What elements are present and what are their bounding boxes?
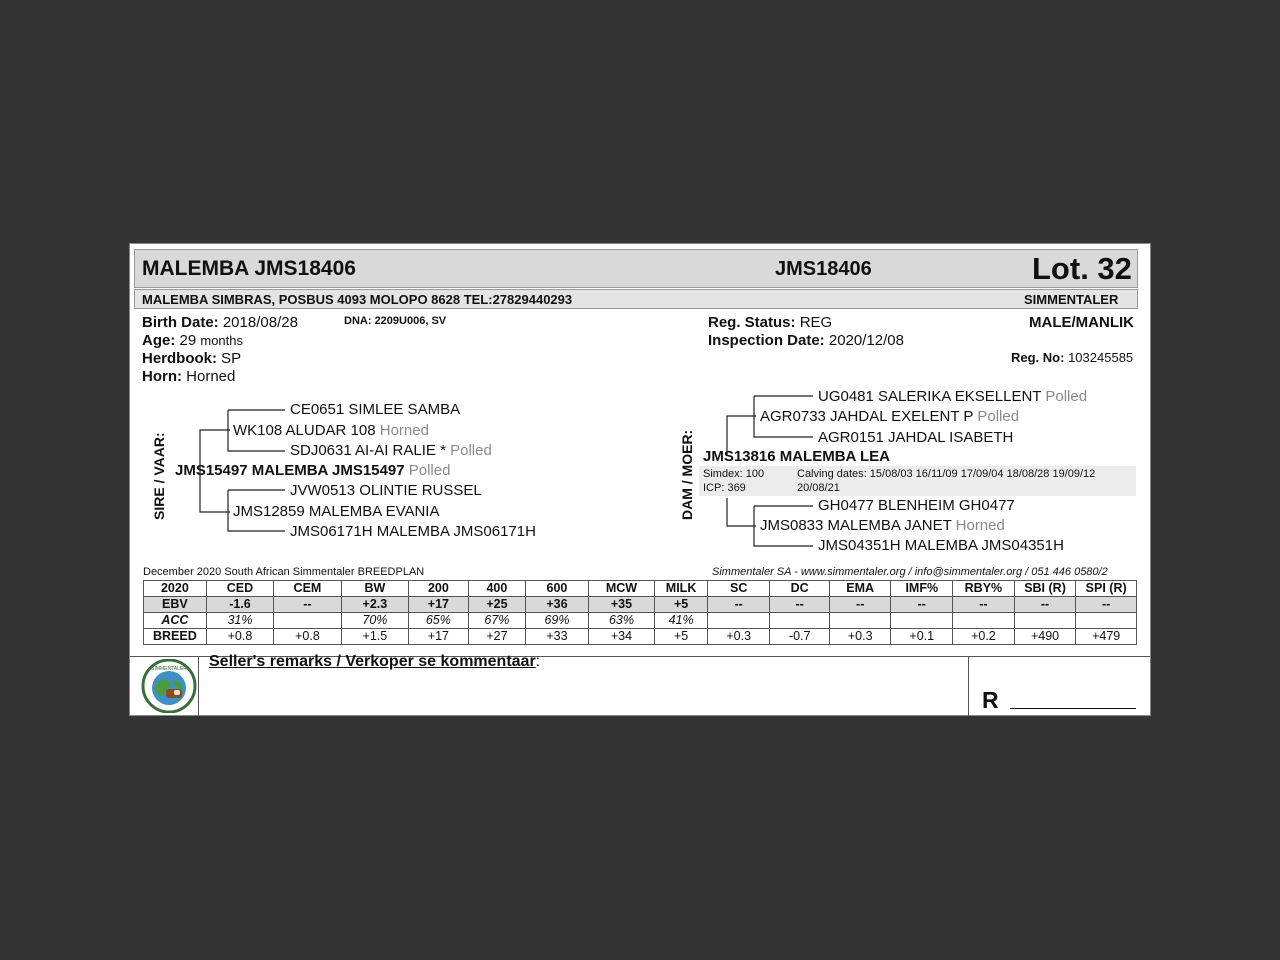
- ebv-cell: +5: [655, 597, 708, 613]
- ebv-cell: 2020: [144, 581, 207, 597]
- ebv-cell: +0.8: [274, 629, 341, 645]
- sire-dam: JMS12859 MALEMBA EVANIA: [233, 503, 440, 520]
- dam-dam: JMS0833 MALEMBA JANET Horned: [760, 517, 1005, 534]
- ebv-row: [144, 597, 1137, 613]
- ebv-cell: MCW: [588, 581, 655, 597]
- price-currency: R: [982, 687, 999, 713]
- ebv-cell: CEM: [274, 581, 341, 597]
- ebv-header-row: [144, 581, 1137, 597]
- ebv-cell: +479: [1076, 629, 1137, 645]
- ebv-cell: +1.5: [341, 629, 408, 645]
- globe-cattle-logo-icon: [140, 659, 198, 718]
- dna: DNA: 2209U006, SV: [344, 315, 447, 327]
- ebv-cell: SC: [707, 581, 770, 597]
- ebv-cell: SPI (R): [1076, 581, 1137, 597]
- ebv-cell: --: [707, 597, 770, 613]
- ebv-cell: [770, 613, 829, 629]
- sire-label: SIRE / VAAR:: [151, 432, 167, 520]
- reg-status: Reg. Status: REG: [708, 314, 833, 331]
- ebv-cell: [707, 613, 770, 629]
- ebv-cell: 67%: [468, 613, 526, 629]
- animal-code: JMS18406: [775, 258, 872, 280]
- ebv-cell: 69%: [526, 613, 589, 629]
- ebv-cell: --: [829, 597, 891, 613]
- ebv-cell: 63%: [588, 613, 655, 629]
- ebv-cell: BW: [341, 581, 408, 597]
- ebv-cell: +490: [1014, 629, 1076, 645]
- dam-sire: AGR0733 JAHDAL EXELENT P Polled: [760, 408, 1020, 425]
- ebv-cell: [1076, 613, 1137, 629]
- society-contact: Simmentaler SA - www.simmentaler.org / info@simmentaler.org / 051 446 0580/2: [712, 566, 1108, 578]
- dam-label: DAM / MOER:: [679, 429, 695, 520]
- breed-avg-row: [144, 629, 1137, 645]
- dam-dam-sire: GH0477 BLENHEIM GH0477: [818, 497, 1015, 514]
- ebv-cell: DC: [770, 581, 829, 597]
- ebv-cell: 70%: [341, 613, 408, 629]
- ebv-cell: +0.1: [891, 629, 953, 645]
- ebv-cell: --: [1014, 597, 1076, 613]
- simdex: Simdex: 100: [703, 468, 765, 480]
- calving-dates: Calving dates: 15/08/03 16/11/09 17/09/04 18/08/28 19/09/12: [797, 468, 1096, 480]
- sire-sire-sire: CE0651 SIMLEE SAMBA: [290, 401, 461, 418]
- breed-name: SIMMENTALER: [1024, 292, 1119, 307]
- ebv-cell: +36: [526, 597, 589, 613]
- lot-number: Lot. 32: [1032, 251, 1132, 286]
- ebv-cell: MILK: [655, 581, 708, 597]
- ebv-cell: 400: [468, 581, 526, 597]
- ebv-cell: [829, 613, 891, 629]
- acc-row: [144, 613, 1137, 629]
- ebv-cell: +0.2: [953, 629, 1015, 645]
- ebv-cell: RBY%: [953, 581, 1015, 597]
- ebv-cell: +33: [526, 629, 589, 645]
- birth-date: Birth Date: 2018/08/28: [142, 314, 298, 331]
- ebv-cell: 600: [526, 581, 589, 597]
- ebv-cell: IMF%: [891, 581, 953, 597]
- breedplan-note: December 2020 South African Simmentaler BREEDPLAN: [143, 566, 425, 578]
- breeder-info: MALEMBA SIMBRAS, POSBUS 4093 MOLOPO 8628 TEL:27829440293: [142, 292, 573, 307]
- ebv-table: [143, 580, 1137, 645]
- ebv-cell: --: [891, 597, 953, 613]
- ebv-cell: +5: [655, 629, 708, 645]
- ebv-cell: [1014, 613, 1076, 629]
- ebv-cell: -1.6: [206, 597, 273, 613]
- horn: Horn: Horned: [142, 368, 236, 385]
- ebv-cell: +17: [409, 597, 469, 613]
- ebv-cell: BREED: [144, 629, 207, 645]
- animal-name: MALEMBA JMS18406: [142, 257, 356, 280]
- ebv-cell: EMA: [829, 581, 891, 597]
- ebv-cell: +25: [468, 597, 526, 613]
- inspection-date: Inspection Date: 2020/12/08: [708, 332, 904, 349]
- sire-sire-dam: SDJ0631 AI-AI RALIE * Polled: [290, 442, 492, 459]
- ebv-cell: 200: [409, 581, 469, 597]
- dam-dam-dam: JMS04351H MALEMBA JMS04351H: [818, 537, 1064, 554]
- ebv-cell: +0.3: [829, 629, 891, 645]
- ebv-cell: --: [770, 597, 829, 613]
- ebv-cell: --: [1076, 597, 1137, 613]
- ebv-cell: 41%: [655, 613, 708, 629]
- dam: JMS13816 MALEMBA LEA: [703, 448, 890, 465]
- icp: ICP: 369: [703, 482, 746, 494]
- ebv-cell: +34: [588, 629, 655, 645]
- ebv-cell: 31%: [206, 613, 273, 629]
- reg-no: Reg. No: 103245585: [1011, 350, 1134, 365]
- price-divider: [968, 656, 969, 716]
- seller-remarks: Seller's remarks / Verkoper se kommentaar:: [209, 653, 541, 670]
- herdbook: Herdbook: SP: [142, 350, 242, 367]
- ebv-cell: [891, 613, 953, 629]
- calving-dates-2: 20/08/21: [797, 482, 840, 494]
- lot-card: [129, 243, 1151, 716]
- ebv-cell: -0.7: [770, 629, 829, 645]
- ebv-cell: --: [274, 597, 341, 613]
- ebv-cell: +27: [468, 629, 526, 645]
- ebv-cell: +0.3: [707, 629, 770, 645]
- age: Age: 29 months: [142, 332, 244, 349]
- sex: MALE/MANLIK: [1029, 314, 1134, 331]
- sire-dam-dam: JMS06171H MALEMBA JMS06171H: [290, 523, 536, 540]
- ebv-cell: +2.3: [341, 597, 408, 613]
- ebv-cell: +35: [588, 597, 655, 613]
- dam-sire-sire: UG0481 SALERIKA EKSELLENT Polled: [818, 388, 1088, 405]
- ebv-cell: 65%: [409, 613, 469, 629]
- logo-divider: [198, 656, 199, 716]
- sire-sire: WK108 ALUDAR 108 Horned: [233, 422, 429, 439]
- sire-dam-sire: JVW0513 OLINTIE RUSSEL: [290, 482, 482, 499]
- ebv-cell: --: [953, 597, 1015, 613]
- ebv-cell: [274, 613, 341, 629]
- price-field[interactable]: [1010, 708, 1136, 709]
- ebv-cell: +0.8: [206, 629, 273, 645]
- ebv-cell: EBV: [144, 597, 207, 613]
- ebv-cell: ACC: [144, 613, 207, 629]
- ebv-cell: [953, 613, 1015, 629]
- ebv-cell: +17: [409, 629, 469, 645]
- svg-text:SIMMENTALER: SIMMENTALER: [151, 666, 187, 672]
- ebv-cell: SBI (R): [1014, 581, 1076, 597]
- ebv-cell: CED: [206, 581, 273, 597]
- sire: JMS15497 MALEMBA JMS15497 Polled: [175, 462, 451, 479]
- dam-sire-dam: AGR0151 JAHDAL ISABETH: [818, 429, 1014, 446]
